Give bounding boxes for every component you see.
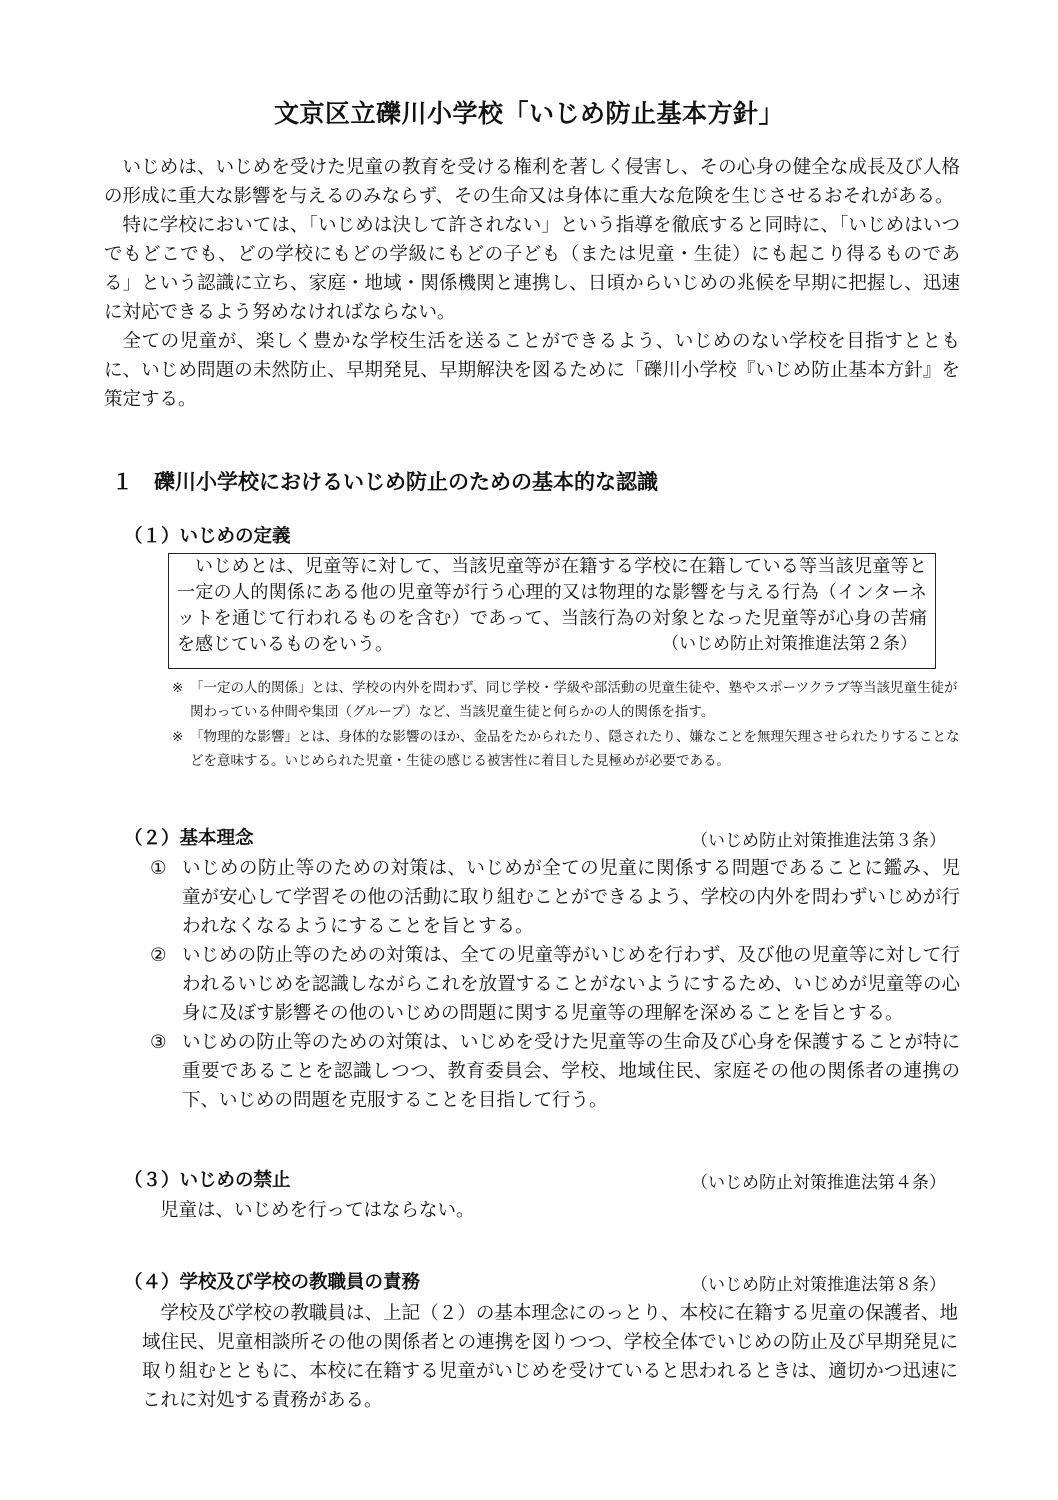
principle-text: いじめの防止等のための対策は、いじめが全ての児童に関係する問題であることに鑑み、児童が安心して学習その他の活動に取り組むことができるよう、学校の内外を問わずいじめが行われなくなるようにすることを旨とする。 (182, 858, 960, 937)
note-text: 「一定の人的関係」とは、学校の内外を問わず、同じ学校・学級や部活動の児童生徒や、塾やスポーツクラブ等当該児童生徒が関わっている仲間や集団（グループ）など、当該児童生徒と何らかの人的関係を指す。 (190, 680, 958, 720)
principle-item (150, 941, 960, 1028)
note-mark: ※ (172, 729, 184, 745)
prohibition-text: 児童は、いじめを行ってはならない。 (160, 1200, 475, 1221)
principle-number: ③ (150, 1032, 167, 1053)
definition-citation: （いじめ防止対策推進法第２条） (662, 634, 917, 654)
intro-paragraph: いじめは、いじめを受けた児童の教育を受ける権利を著しく侵害し、その心身の健全な成長及び人格の形成に重大な影響を与えるのみならず、その生命又は身体に重大な危険を生じさせるおそれがある。 (104, 157, 960, 207)
principles-citation: （いじめ防止対策推進法第３条） (691, 831, 946, 851)
duties-heading: （４）学校及び学校の教職員の責務 (124, 1272, 421, 1293)
definition-notes (172, 676, 962, 774)
principle-number: ① (150, 858, 167, 879)
section-1-heading: １ 礫川小学校におけるいじめ防止のための基本的な認識 (112, 470, 658, 494)
prohibition-heading: （３）いじめの禁止 (124, 1170, 291, 1191)
note-item (172, 725, 962, 773)
intro-paragraph: 特に学校においては、「いじめは決して許されない」という指導を徹底すると同時に、「いじめはいつでもどこでも、どの学校にもどの学級にもどの子ども（または児童・生徒）にも起こり得るものである」という認識に立ち、家庭・地域・関係機関と連携し、日頃からいじめの兆候を早期に把握し、迅速に対応できるよう努めなければならない。 (104, 215, 960, 323)
note-text: 「物理的な影響」とは、身体的な影響のほか、金品をたかられたり、隠されたり、嫌なことを無理矢理させられたりすることなどを意味する。いじめられた児童・生徒の感じる被害性に着目した見極めが必要である。 (190, 729, 960, 769)
principle-text: いじめの防止等のための対策は、全ての児童等がいじめを行わず、及び他の児童等に対して行われるいじめを認識しながらこれを放置することがないようにするため、いじめが児童等の心身に及ぼす影響その他のいじめの問題に関する児童等の理解を深めることを旨とする。 (182, 945, 960, 1024)
principle-number: ② (150, 945, 167, 966)
principles-heading: （２）基本理念 (124, 828, 254, 849)
definition-text: いじめとは、児童等に対して、当該児童等が在籍する学校に在籍している等当該児童等と一定の人的関係にある他の児童等が行う心理的又は物理的な影響を与える行為（インターネットを通じて行われるものを含む）であって、当該行為の対象となった児童等が心身の苦痛を感じているものをいう。 (177, 556, 927, 655)
intro-paragraph: 全ての児童が、楽しく豊かな学校生活を送ることができるよう、いじめのない学校を目指すとともに、いじめ問題の未然防止、早期発見、早期解決を図るために「礫川小学校『いじめ防止基本方針』を策定する。 (104, 331, 960, 410)
document-title: 文京区立礫川小学校「いじめ防止基本方針」 (273, 99, 784, 128)
prohibition-citation: （いじめ防止対策推進法第４条） (691, 1173, 946, 1193)
note-mark: ※ (172, 680, 184, 696)
definition-box (168, 553, 936, 669)
principle-text: いじめの防止等のための対策は、いじめを受けた児童等の生命及び心身を保護することが特に重要であることを認識しつつ、教育委員会、学校、地域住民、家庭その他の関係者の連携の下、いじめの問題を克服することを目指して行う。 (182, 1032, 960, 1111)
duties-text: 学校及び学校の教職員は、上記（２）の基本理念にのっとり、本校に在籍する児童の保護者、地域住民、児童相談所その他の関係者との連携を図りつつ、学校全体でいじめの防止及び早期発見に取り組むとともに、本校に在籍する児童がいじめを受けていると思われるときは、適切かつ迅速にこれに対処する責務がある。 (142, 1303, 958, 1411)
definition-heading: （１）いじめの定義 (124, 526, 291, 547)
principle-item (150, 1028, 960, 1115)
note-item (172, 676, 962, 724)
intro-section (104, 153, 960, 414)
principle-item (150, 854, 960, 941)
principles-list (150, 854, 960, 1115)
duties-citation: （いじめ防止対策推進法第８条） (691, 1275, 946, 1295)
